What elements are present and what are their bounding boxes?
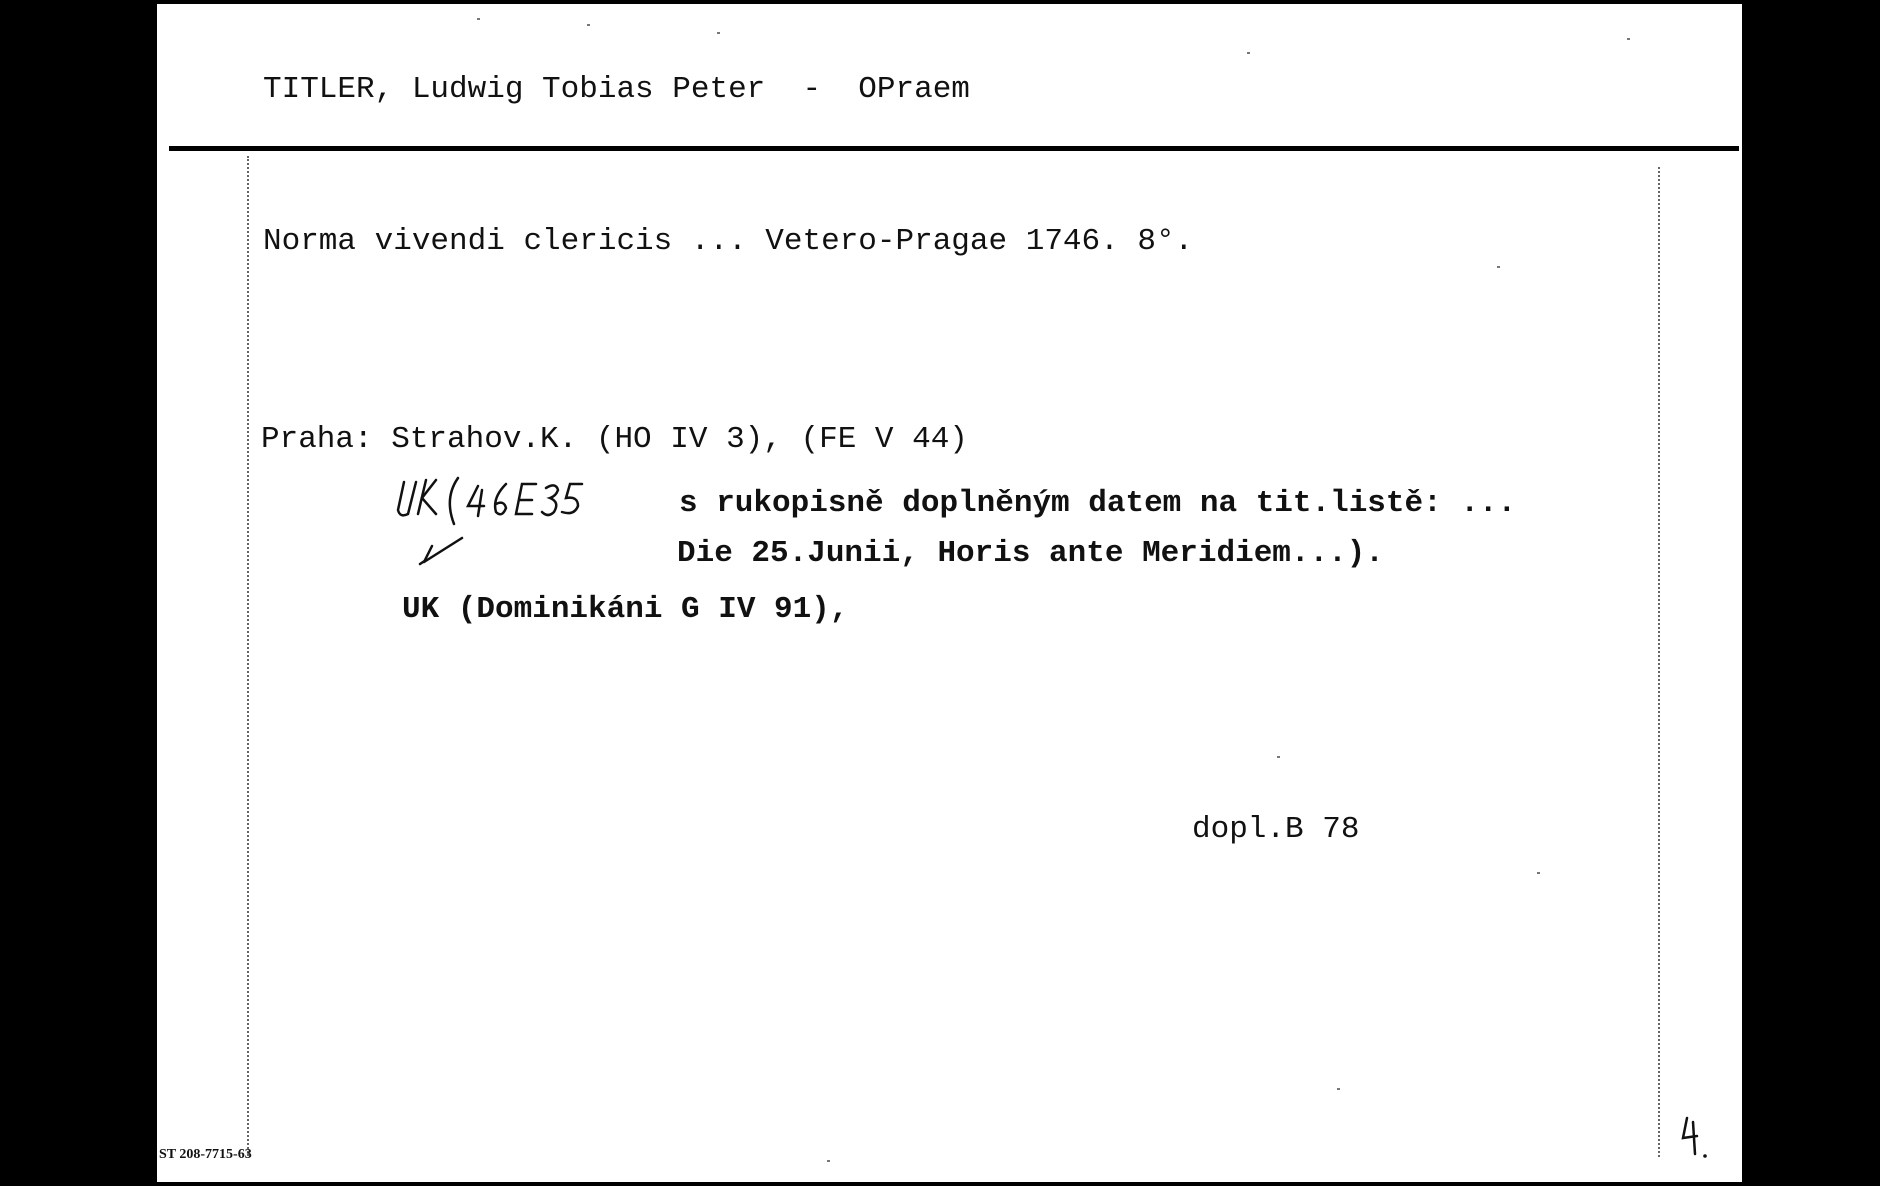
right-margin-line [1658,167,1660,1157]
uk-dominikani-line: UK (Dominikáni G IV 91), [402,592,849,627]
annotation-line-1: s rukopisně doplněným datem na tit.listě: ... [679,486,1517,521]
scan-speck [1247,52,1250,54]
annotation-line-2: Die 25.Junii, Horis ante Meridiem...). [677,536,1384,571]
scan-speck [1497,266,1500,268]
handwritten-uk-shelfmark [392,470,612,570]
scan-speck [827,1160,830,1162]
scan-speck [1537,872,1540,874]
footer-code: ST 208-7715-63 [159,1147,252,1162]
scan-speck [1337,1088,1340,1090]
scan-speck [477,18,480,20]
holdings-line: Praha: Strahov.K. (HO IV 3), (FE V 44) [261,422,968,457]
catalog-card [157,4,1742,1182]
header-rule [169,146,1739,151]
reference-note: dopl.B 78 [1192,812,1360,847]
scan-speck [587,24,590,26]
scan-speck [1277,756,1280,758]
scan-speck [1627,38,1630,40]
handwritten-page-number [1677,1114,1717,1164]
scan-speck [717,32,720,34]
left-margin-line [247,156,249,1156]
card-heading: TITLER, Ludwig Tobias Peter - OPraem [263,72,970,107]
title-line: Norma vivendi clericis ... Vetero-Pragae 1746. 8°. [263,224,1194,259]
